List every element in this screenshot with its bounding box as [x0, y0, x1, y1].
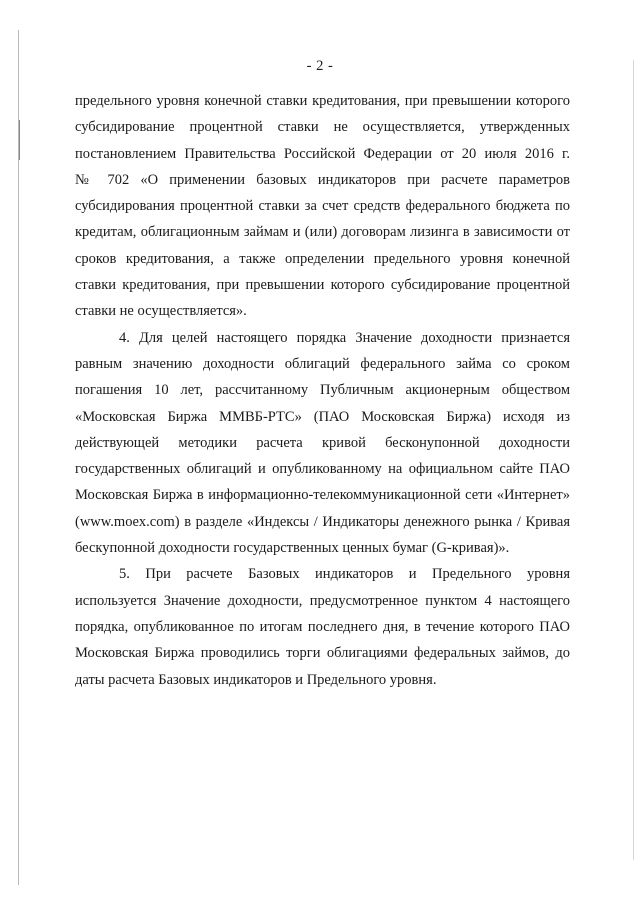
paragraph-continuation	[75, 88, 570, 325]
text-line: постановлением Правительства Российской Федерации от 20 июля 2016 г.	[75, 145, 570, 162]
text-line: погашения 10 лет, рассчитанному Публичным акционерным обществом	[75, 382, 570, 399]
document-body	[75, 88, 570, 693]
text-line: № 702 «О применении базовых индикаторов при расчете параметров	[75, 171, 570, 188]
text-line: 5. При расчете Базовых индикаторов и Предельного уровня	[119, 566, 570, 583]
scan-edge-right	[633, 60, 634, 860]
paragraph-item-4	[75, 325, 570, 562]
text-line: «Московская Биржа ММВБ-РТС» (ПАО Московская Биржа) исходя из	[75, 408, 570, 425]
text-line: ставки не осуществляется».	[75, 303, 247, 320]
text-line: субсидирование процентной ставки не осуществляется, утвержденных	[75, 119, 570, 136]
paragraph-item-5	[75, 561, 570, 692]
text-line: ставки кредитования, при превышении которого субсидирование процентной	[75, 277, 570, 294]
text-line: кредитам, облигационным займам и (или) договорам лизинга в зависимости от	[75, 224, 570, 241]
text-line: бескупонной доходности государственных ценных бумаг (G-кривая)».	[75, 540, 510, 557]
text-line: субсидирования процентной ставки за счет средств федерального бюджета по	[75, 198, 570, 215]
text-line: даты расчета Базовых индикаторов и Предельного уровня.	[75, 671, 437, 688]
text-line: сроков кредитования, а также определении предельного уровня конечной	[75, 250, 570, 267]
text-line: используется Значение доходности, предусмотренное пунктом 4 настоящего	[75, 592, 570, 609]
scan-edge-left-mark	[19, 120, 20, 160]
text-line: равным значению доходности облигаций федерального займа со сроком	[75, 355, 570, 372]
text-line: действующей методики расчета кривой бесконупонной доходности	[75, 434, 570, 451]
text-line: порядка, опубликованное по итогам последнего дня, в течение которого ПАО	[75, 618, 570, 635]
text-line: 4. Для целей настоящего порядка Значение доходности признается	[119, 329, 570, 346]
text-line: Московская Биржа в информационно-телекоммуникационной сети «Интернет»	[75, 487, 570, 504]
text-line: государственных облигаций и опубликованному на официальном сайте ПАО	[75, 461, 570, 478]
page-number: - 2 -	[306, 58, 334, 74]
text-line: Московская Биржа проводились торги облигациями федеральных займов, до	[75, 645, 570, 662]
text-line: предельного уровня конечной ставки кредитования, при превышении которого	[75, 93, 570, 109]
text-line: (www.moex.com) в разделе «Индексы / Индикаторы денежного рынка / Кривая	[75, 513, 570, 530]
